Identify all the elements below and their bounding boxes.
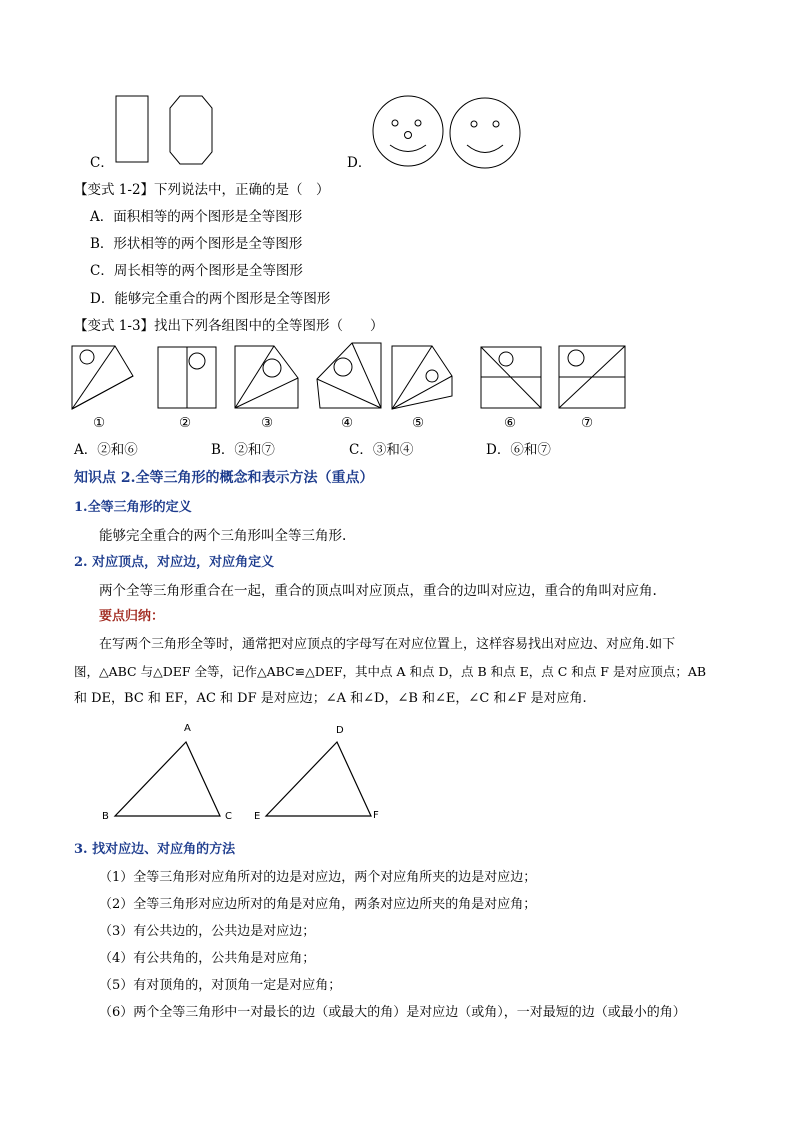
key-points-line-3: 和 DE，BC 和 EF，AC 和 DF 是对应边；∠A 和∠D，∠B 和∠E，∠C 和∠F 是对应角.: [74, 691, 587, 706]
variant-1-2-title: 【变式 1-2】下列说法中，正确的是（ ）: [74, 182, 330, 198]
key-points-line-1: 在写两个三角形全等时，通常把对应顶点的字母写在对应位置上，这样容易找出对应边、对应角.如下: [99, 637, 676, 652]
variant-1-2-option-c: C．周长相等的两个图形是全等图形: [90, 263, 303, 279]
section-2-title: 2. 对应顶点，对应边，对应角定义: [74, 555, 275, 570]
figure-label-5: ⑤: [412, 415, 425, 431]
knowledge-point-2-title: 知识点 2.全等三角形的概念和表示方法（重点）: [74, 470, 374, 486]
section-3-title: 3. 找对应边、对应角的方法: [74, 842, 236, 857]
section-3-item-4: （4）有公共角的，公共角是对应角；: [99, 951, 316, 966]
vertex-label-e: E: [254, 811, 261, 822]
variant-1-3-option-b: B．②和⑦: [211, 442, 275, 458]
section-1-title: 1.全等三角形的定义: [74, 500, 192, 515]
figure-label-1: ①: [93, 415, 106, 431]
figure-label-7: ⑦: [581, 415, 594, 431]
option-c-label: C．: [90, 155, 114, 171]
variant-1-2-option-a: A．面积相等的两个图形是全等图形: [90, 209, 303, 225]
vertex-label-b: B: [102, 811, 109, 822]
key-points-line-2: 图，△ABC 与△DEF 全等，记作△ABC≌△DEF，其中点 A 和点 D，点 B 和点 E，点 C 和点 F 是对应顶点；AB: [74, 664, 707, 679]
variant-1-2-option-d: D．能够完全重合的两个图形是全等图形: [90, 291, 331, 307]
section-1-text: 能够完全重合的两个三角形叫全等三角形.: [99, 528, 347, 544]
section-3-item-6: （6）两个全等三角形中一对最长的边（或最大的角）是对应边（或角），一对最短的边（或最小的角）: [99, 1005, 686, 1020]
option-d-label: D．: [347, 155, 372, 171]
key-points-label: 要点归纳：: [99, 609, 165, 624]
variant-1-3-title: 【变式 1-3】找出下列各组图中的全等图形（ ）: [74, 318, 384, 334]
triangle-def: [266, 742, 371, 816]
vertex-label-a: A: [184, 723, 191, 734]
variant-1-3-option-a: A．②和⑥: [74, 442, 138, 458]
section-3-item-1: （1）全等三角形对应角所对的边是对应边，两个对应角所夹的边是对应边；: [99, 870, 537, 885]
vertex-label-f: F: [373, 810, 379, 821]
vertex-label-c: C: [225, 811, 232, 822]
section-2-text: 两个全等三角形重合在一起，重合的顶点叫对应顶点，重合的边叫对应边，重合的角叫对应角.: [99, 583, 657, 599]
variant-1-3-option-d: D．⑥和⑦: [486, 442, 551, 458]
vertex-label-d: D: [336, 725, 344, 736]
variant-1-3-option-c: C．③和④: [349, 442, 414, 458]
section-3-item-3: （3）有公共边的，公共边是对应边；: [99, 924, 316, 939]
section-3-item-5: （5）有对顶角的，对顶角一定是对应角；: [99, 978, 342, 993]
triangle-abc: [115, 742, 220, 816]
variant-1-2-option-b: B．形状相等的两个图形是全等图形: [90, 236, 303, 252]
figure-label-6: ⑥: [504, 415, 517, 431]
figure-label-3: ③: [261, 415, 274, 431]
section-3-item-2: （2）全等三角形对应边所对的角是对应角，两条对应边所夹的角是对应角；: [99, 897, 537, 912]
figure-label-4: ④: [341, 415, 354, 431]
figure-label-2: ②: [179, 415, 192, 431]
